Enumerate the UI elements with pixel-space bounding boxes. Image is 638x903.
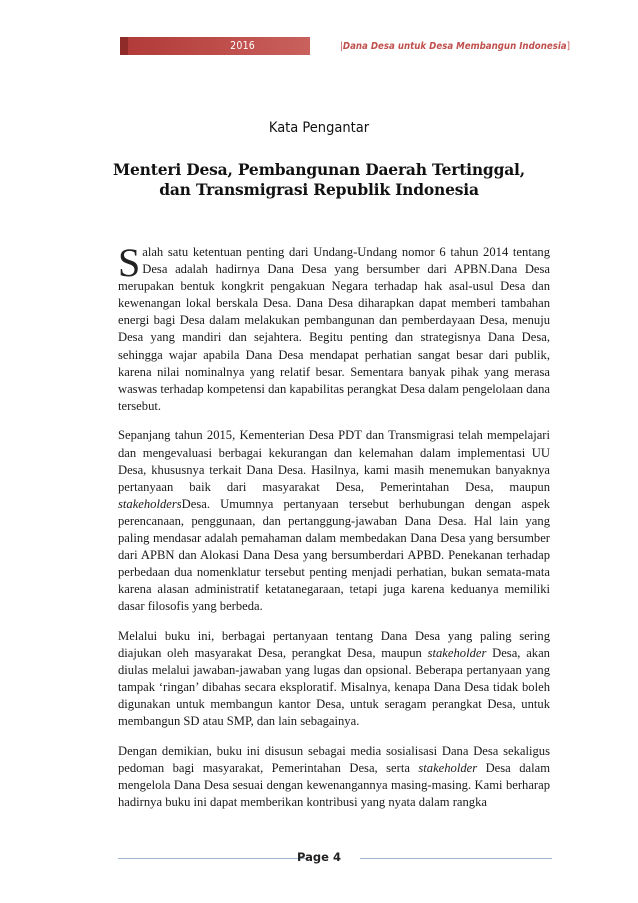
paragraph-2-text-a: Sepanjang tahun 2015, Kementerian Desa PDT dan Transmigrasi telah mempelajari dan mengevaluasi berbagai kekurangan dan kelemahan dalam implementasi UU Desa, khususnya terkait Dana Desa. Hasilnya, kami masih menemukan banyaknya pertanyaan baik dari masyarakat Desa, Pemerintahan Desa, maupun (118, 428, 550, 494)
minister-title-line-2: dan Transmigrasi Republik Indonesia (159, 180, 479, 199)
book-title-text: Dana Desa untuk Desa Membangun Indonesia (342, 41, 567, 52)
paragraph-3-text-a: Melalui buku ini, berbagai pertanyaan tentang Dana Desa yang paling sering diajukan oleh masyarakat Desa, perangkat Desa, maupun (118, 628, 550, 661)
paragraph-4-italic: stakeholder (418, 761, 478, 776)
paragraph-2-italic: stakeholders (118, 496, 182, 511)
drop-cap: S (118, 240, 141, 285)
paragraph-3-italic: stakeholder (427, 646, 487, 661)
body-text (118, 240, 550, 824)
book-title (340, 38, 570, 56)
paragraph-4-text-a: Dengan demikian, buku ini disusun sebagai media sosialisasi Dana Desa sekaligus pedoman bagi masyarakat, Pemerintahan Desa, serta (118, 744, 550, 776)
year-box: 2016 (120, 37, 310, 55)
paragraph-4-text-b: Desa dalam mengelola Dana Desa sesuai dengan kewenangannya masing-masing. Kami berharap hadirnya buku ini dapat memberikan kontribusi yang nyata dalam rangka (118, 761, 550, 810)
page-number: Page 4 (297, 850, 341, 864)
paragraph-3-text-b: Desa, akan diulas melalui jawaban-jawaban yang lugas dan opsional. Beberapa pertanyaan yang tampak ‘ringan’ dibahas secara eksploratif. Misalnya, kenapa Dana Desa tidak boleh digunakan untuk membangun kantor Desa, untuk seragam perangkat Desa, untuk membangun SD atau SMP, dan lain sebagainya. (118, 646, 550, 729)
section-heading: Kata Pengantar (268, 120, 370, 136)
book-title-bracket-left: | (340, 41, 343, 52)
minister-title (0, 160, 638, 200)
minister-title-line-1: Menteri Desa, Pembangunan Daerah Tertinggal, (113, 160, 525, 179)
paragraph-1 (118, 240, 550, 415)
paragraph-1-text: alah satu ketentuan penting dari Undang-Undang nomor 6 tahun 2014 tentang Desa adalah hadirnya Dana Desa yang bersumber dari APBN.Dana Desa merupakan bentuk kongkrit pengakuan Negara terhadap hak asal-usul Desa dan kewenangan lokal berskala Desa. Dana Desa diharapkan dapat memberi tambahan energi bagi Desa dalam melakukan pembangunan dan pemberdayaan Desa, menuju Desa yang mandiri dan sejahtera. Begitu penting dan strategisnya Dana Desa, sehingga wajar apabila Dana Desa mendapat perhatian sangat besar dari publik, karena nilai nominalnya yang relatif besar. Sementara banyak pihak yang merasa waswas terhadap kompetensi dan kapabilitas perangkat Desa dalam pengelolaan dana tersebut. (118, 245, 550, 413)
book-title-bracket-right: ] (566, 41, 570, 52)
paragraph-3 (118, 628, 550, 731)
paragraph-4 (118, 743, 550, 811)
paragraph-2 (118, 427, 550, 615)
paragraph-2-text-b: Desa. Umumnya pertanyaan tersebut berhubungan dengan aspek perencanaan, penggunaan, dan pertanggung-jawaban Dana Desa. Hal lain yang paling mendasar adalah pemahaman dalam membedakan Dana Desa yang bersumber dari APBN dan Alokasi Dana Desa yang bersumberdari APBD. Penekanan terhadap perbedaan dua nomenklatur tersebut penting menjadi perhatian, bukan semata-mata karena alasan administratif ketatanegaraan, tetapi juga karena keduanya memiliki dasar filosofis yang berbeda. (118, 496, 550, 614)
